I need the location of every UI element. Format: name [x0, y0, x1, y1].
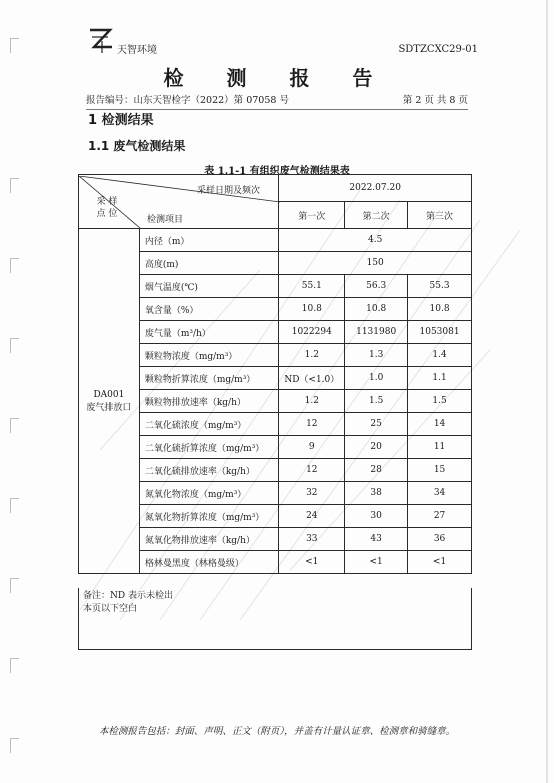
remarks-box	[78, 588, 472, 650]
run-3-header: 第三次	[408, 202, 472, 229]
row-item: 二氧化硫浓度（mg/m³）	[139, 413, 279, 436]
report-meta	[86, 92, 468, 110]
binding-mark	[10, 578, 19, 593]
row-item: 颗粒物排放速率（kg/h）	[139, 390, 279, 413]
cell-value: 55.1	[279, 275, 345, 298]
company-logo-icon	[88, 27, 114, 55]
cell-value: 33	[279, 528, 345, 551]
cell-value: 12	[279, 413, 345, 436]
run-1-header: 第一次	[279, 202, 345, 229]
binding-mark	[10, 498, 19, 513]
document-code: SDTZCXC29-01	[398, 44, 478, 55]
cell-value: ND（<1.0）	[279, 367, 345, 390]
cell-value: 1.2	[279, 390, 345, 413]
cell-value: 1.5	[345, 390, 408, 413]
cell-value: 25	[345, 413, 408, 436]
header-point	[87, 196, 127, 220]
sampling-point-cell	[79, 229, 140, 574]
row-item: 烟气温度(℃)	[139, 275, 279, 298]
cell-value: <1	[279, 551, 345, 574]
footer-note: 本检测报告包括：封面、声明、正文（附页），并盖有计量认证章、检测章和骑缝章。	[98, 726, 456, 737]
cell-value: 1.2	[279, 344, 345, 367]
page-title: 检 测 报 告	[163, 66, 391, 90]
date-cell: 2022.07.20	[279, 175, 472, 202]
cell-value: 1.3	[345, 344, 408, 367]
cell-value: 1.1	[408, 367, 472, 390]
row-item: 二氧化硫排放速率（kg/h）	[139, 459, 279, 482]
cell-value: 10.8	[345, 298, 408, 321]
merged-value: 4.5	[279, 229, 472, 252]
row-item: 氧含量（%）	[139, 298, 279, 321]
binding-mark	[10, 658, 19, 673]
row-item: 内径（m）	[139, 229, 279, 252]
cell-value: 1.4	[408, 344, 472, 367]
header-point-line-1: 采 样	[96, 196, 118, 207]
row-item: 颗粒物折算浓度（mg/m³）	[139, 367, 279, 390]
cell-value: 32	[279, 482, 345, 505]
page-edge	[546, 0, 548, 783]
row-item: 氮氧化物折算浓度（mg/m³）	[139, 505, 279, 528]
binding-mark	[10, 418, 19, 433]
cell-value: 1131980	[345, 321, 408, 344]
cell-value: 55.3	[408, 275, 472, 298]
table-row	[79, 229, 472, 252]
cell-value: 24	[279, 505, 345, 528]
sampling-point-desc: 废气排放口	[86, 402, 132, 413]
cell-value: 1022294	[279, 321, 345, 344]
remark-nd: 备注：ND 表示未检出	[83, 591, 173, 601]
cell-value: 1053081	[408, 321, 472, 344]
row-item: 格林曼黑度（林格曼级）	[139, 551, 279, 574]
cell-value: 38	[345, 482, 408, 505]
cell-value: 10.8	[279, 298, 345, 321]
company-name: 天智环境	[117, 45, 157, 56]
cell-value: 28	[345, 459, 408, 482]
cell-value: 1.0	[345, 367, 408, 390]
binding-mark	[10, 38, 19, 53]
header-date-freq: 采样日期及频次	[197, 185, 261, 196]
row-item: 二氧化硫折算浓度（mg/m³）	[139, 436, 279, 459]
remark-blank: 本页以下空白	[83, 604, 138, 614]
cell-value: 1.5	[408, 390, 472, 413]
run-2-header: 第二次	[345, 202, 408, 229]
cell-value: <1	[345, 551, 408, 574]
page-number: 第 2 页 共 8 页	[402, 95, 468, 106]
results-table	[78, 174, 472, 574]
binding-mark	[10, 738, 19, 753]
binding-mark	[10, 258, 19, 273]
report-number: 报告编号：山东天智检字（2022）第 07058 号	[86, 95, 289, 106]
merged-value: 150	[279, 252, 472, 275]
row-item: 废气量（m³/h）	[139, 321, 279, 344]
cell-value: 27	[408, 505, 472, 528]
cell-value: <1	[408, 551, 472, 574]
sampling-point-id: DA001	[93, 389, 125, 400]
row-item: 高度(m)	[139, 252, 279, 275]
cell-value: 15	[408, 459, 472, 482]
row-item: 氮氧化物排放速率（kg/h）	[139, 528, 279, 551]
cell-value: 9	[279, 436, 345, 459]
diagonal-header-cell	[79, 175, 279, 229]
cell-value: 14	[408, 413, 472, 436]
row-item: 颗粒物浓度（mg/m³）	[139, 344, 279, 367]
cell-value: 43	[345, 528, 408, 551]
table-header-row	[79, 175, 472, 202]
row-item: 氮氧化物浓度（mg/m³）	[139, 482, 279, 505]
cell-value: 11	[408, 436, 472, 459]
header-item: 检测项目	[147, 214, 184, 225]
binding-mark	[10, 178, 19, 193]
binding-mark	[10, 338, 19, 353]
section-heading: 1 检测结果	[88, 113, 154, 128]
cell-value: 30	[345, 505, 408, 528]
cell-value: 56.3	[345, 275, 408, 298]
table-caption: 表 1.1-1 有组织废气检测结果表	[204, 166, 350, 177]
cell-value: 10.8	[408, 298, 472, 321]
cell-value: 20	[345, 436, 408, 459]
cell-value: 36	[408, 528, 472, 551]
cell-value: 12	[279, 459, 345, 482]
cell-value: 34	[408, 482, 472, 505]
subsection-heading: 1.1 废气检测结果	[88, 139, 186, 153]
header-point-line-2: 点 位	[96, 208, 118, 219]
